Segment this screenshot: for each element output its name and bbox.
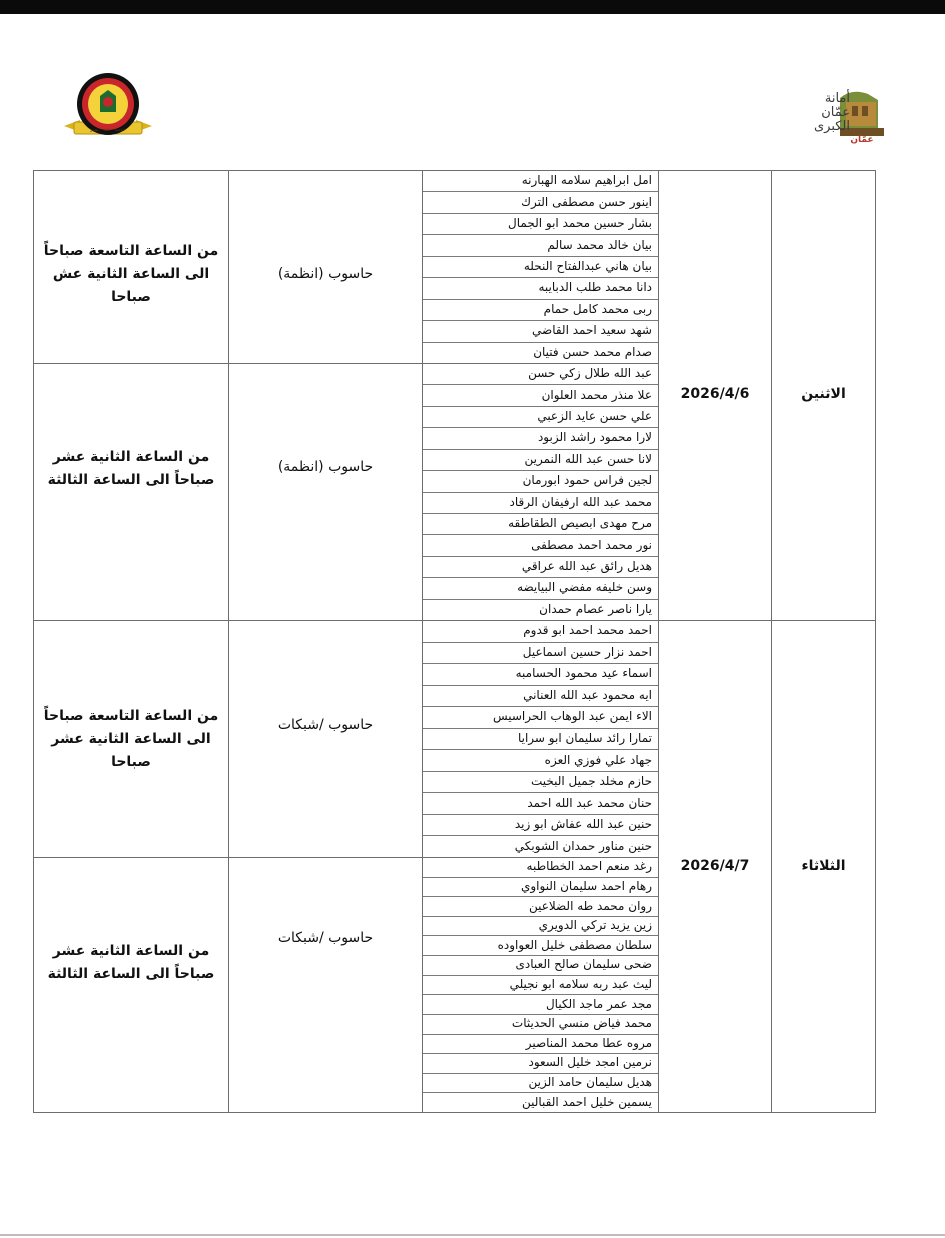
student-name: لانا حسن عبد الله النمرين — [524, 451, 652, 466]
student-name-row — [423, 577, 658, 598]
student-name-row — [423, 896, 658, 916]
student-name: صدام محمد حسن فتيان — [533, 344, 652, 359]
student-name-row — [423, 1053, 658, 1073]
day-monday: الاثنين — [801, 386, 846, 402]
row-divider — [423, 975, 658, 976]
student-name-row — [423, 256, 658, 277]
student-name: ضحى سليمان صالح العبادى — [515, 957, 652, 972]
student-name-row — [423, 384, 658, 405]
student-name: ليث عبد ربه سلامه ابو نجيلي — [509, 976, 652, 991]
student-name: شهد سعيد احمد القاضي — [532, 323, 652, 338]
row-divider — [423, 384, 658, 385]
row-divider — [423, 342, 658, 343]
row-divider — [423, 256, 658, 257]
student-name: عبد الله طلال زكي حسن — [528, 366, 652, 381]
student-name: روان محمد طه الضلاعين — [528, 898, 652, 913]
student-name: مروه عطا محمد المناصير — [525, 1035, 652, 1050]
time-line: صباحاً الى الساعة الثالثة — [47, 966, 215, 982]
row-divider — [423, 835, 658, 836]
student-name: حنين مناور حمدان الشوبكي — [514, 838, 652, 853]
student-name: رغد منعم احمد الخطاطبه — [526, 859, 652, 874]
major-cell: حاسوب /شبكات — [277, 930, 374, 946]
student-name: محمد فياض منسي الحديثات — [511, 1016, 652, 1031]
row-divider — [423, 916, 658, 917]
student-name-row — [423, 975, 658, 995]
student-name-row — [423, 406, 658, 427]
student-name-row — [423, 642, 658, 664]
student-name: وسن خليفه مفضي البيايضه — [517, 580, 652, 595]
student-name-row — [423, 320, 658, 341]
student-name: علا منذر محمد العلوان — [541, 387, 652, 402]
time-cell — [34, 940, 228, 986]
student-name: تمارا رائد سليمان ابو سرايا — [517, 730, 652, 745]
student-name-row — [423, 857, 658, 877]
time-line: الى الساعة الثانية عشر — [51, 731, 211, 747]
time-line: صباحا — [111, 754, 151, 770]
student-name-row — [423, 1034, 658, 1054]
major-cell: حاسوب /شبكات — [277, 717, 374, 733]
row-divider — [423, 191, 658, 192]
brand-line-2: عمّان — [821, 105, 850, 120]
student-name-row — [423, 170, 658, 191]
svg-text:خدمة · ثقة · تميز: خدمة · ثقة · تميز — [90, 127, 126, 133]
student-name-row — [423, 877, 658, 897]
student-name: بشار حسين محمد ابو الجمال — [508, 216, 652, 231]
student-name: ايه محمود عبد الله العناني — [523, 687, 652, 702]
row-divider — [423, 749, 658, 750]
student-name: لجين فراس حمود ابورمان — [522, 473, 652, 488]
student-name: دانا محمد طلب الدبايبه — [538, 280, 652, 295]
row-divider — [423, 1073, 658, 1074]
time-line: من الساعة التاسعة صباحاً — [43, 708, 219, 724]
row-divider — [423, 642, 658, 643]
student-name-row — [423, 234, 658, 255]
row-divider — [423, 955, 658, 956]
row-divider — [423, 406, 658, 407]
row-divider — [423, 1034, 658, 1035]
time-line: صباحاً الى الساعة الثالثة — [47, 472, 215, 488]
student-name-row — [423, 299, 658, 320]
row-divider — [423, 449, 658, 450]
student-name: امل ابراهيم سلامه الهبارنه — [521, 173, 652, 188]
student-name: هديل سليمان حامد الزين — [528, 1075, 652, 1090]
row-divider — [423, 556, 658, 557]
time-cell — [34, 240, 228, 309]
student-name-row — [423, 994, 658, 1014]
top-bar — [0, 0, 945, 14]
bottom-divider — [0, 1234, 945, 1236]
student-name: ربى محمد كامل حمام — [543, 301, 652, 316]
row-divider — [423, 814, 658, 815]
row-divider — [423, 771, 658, 772]
student-name: حنين عبد الله عفاش ابو زيد — [514, 817, 652, 832]
student-name: حنان محمد عبد الله احمد — [527, 795, 652, 810]
student-name: اسماء عيد محمود الحسامبه — [515, 666, 652, 681]
student-name-row — [423, 620, 658, 642]
row-divider — [423, 896, 658, 897]
student-name-row — [423, 663, 658, 685]
student-name: نرمين امجد خليل السعود — [528, 1055, 652, 1070]
student-name-row — [423, 749, 658, 771]
time-cell — [34, 705, 228, 774]
student-name: علي حسن عايد الزعبي — [537, 409, 652, 424]
row-divider — [423, 792, 658, 793]
time-line: من الساعة الثانية عشر — [52, 943, 210, 959]
student-name: مرح مهدى ابصيص الطقاطقه — [508, 516, 652, 531]
row-divider — [423, 577, 658, 578]
date-monday: 2026/4/6 — [680, 386, 750, 402]
student-name-row — [423, 556, 658, 577]
row-divider — [423, 663, 658, 664]
day-tuesday: الثلاثاء — [801, 858, 846, 874]
brand-line-3: الكبرى — [813, 119, 850, 134]
row-divider — [423, 994, 658, 995]
row-divider — [423, 1014, 658, 1015]
row-divider — [423, 492, 658, 493]
student-name: يارا ناصر عصام حمدان — [539, 601, 652, 616]
row-divider — [423, 534, 658, 535]
row-divider — [423, 320, 658, 321]
row-divider — [423, 685, 658, 686]
row-divider — [423, 728, 658, 729]
row-divider — [423, 706, 658, 707]
time-line: صباحا — [111, 289, 151, 305]
row-divider — [423, 513, 658, 514]
student-name: الاء ايمن عبد الوهاب الحراسيس — [492, 709, 652, 724]
student-name: نور محمد احمد مصطفى — [531, 537, 652, 552]
row-divider — [423, 234, 658, 235]
student-name-row — [423, 599, 658, 620]
student-name: حازم مخلد جميل البخيت — [530, 774, 652, 789]
student-name-row — [423, 213, 658, 234]
student-name-row — [423, 916, 658, 936]
row-divider — [423, 299, 658, 300]
student-name-row — [423, 427, 658, 448]
row-divider — [423, 877, 658, 878]
student-name-row — [423, 955, 658, 975]
student-name-row — [423, 191, 658, 212]
row-divider — [423, 277, 658, 278]
student-name-row — [423, 685, 658, 707]
student-name-row — [423, 363, 658, 384]
time-line: من الساعة التاسعة صباحاً — [43, 243, 219, 259]
student-name-row — [423, 492, 658, 513]
svg-text:عمّان: عمّان — [850, 135, 874, 144]
student-name-row — [423, 728, 658, 750]
student-name-row — [423, 1073, 658, 1093]
student-name: سلطان مصطفى خليل العواوده — [497, 937, 652, 952]
student-name: رهام احمد سليمان النواوي — [520, 878, 652, 893]
row-divider — [423, 935, 658, 936]
student-name: بيان هاني عبدالفتاح النحله — [523, 258, 652, 273]
date-tuesday: 2026/4/7 — [680, 858, 750, 874]
student-name-row — [423, 814, 658, 836]
student-name: زين يزيد تركي الدويري — [538, 918, 652, 933]
amman-brand-text — [792, 92, 850, 134]
row-divider — [423, 599, 658, 600]
student-name-row — [423, 1014, 658, 1034]
student-name-row — [423, 1092, 658, 1112]
time-cell — [34, 446, 228, 492]
student-name-row — [423, 277, 658, 298]
student-name-row — [423, 513, 658, 534]
student-name: بيان خالد محمد سالم — [547, 237, 652, 252]
student-name-row — [423, 935, 658, 955]
row-divider — [423, 213, 658, 214]
student-name-row — [423, 792, 658, 814]
time-line: من الساعة الثانية عشر — [52, 449, 210, 465]
student-name-row — [423, 534, 658, 555]
student-name: يسمين خليل احمد القبالين — [521, 1094, 652, 1109]
student-name: مجد عمر ماجد الكيال — [545, 996, 652, 1011]
row-divider — [423, 427, 658, 428]
time-line: الى الساعة الثانية عش — [52, 266, 210, 282]
student-name-row — [423, 342, 658, 363]
civil-service-emblem-logo — [62, 70, 154, 146]
brand-line-1: أمانة — [824, 91, 850, 106]
student-name: لارا محمود راشد الزبود — [537, 430, 652, 445]
student-name-row — [423, 470, 658, 491]
student-name-row — [423, 835, 658, 857]
student-name-row — [423, 706, 658, 728]
row-divider — [423, 470, 658, 471]
row-divider — [423, 1053, 658, 1054]
student-name: محمد عبد الله ارفيفان الرقاد — [509, 494, 652, 509]
major-cell: حاسوب (انظمة) — [277, 459, 374, 475]
student-name-row — [423, 449, 658, 470]
major-cell: حاسوب (انظمة) — [277, 266, 374, 282]
student-name: احمد محمد احمد ابو قدوم — [523, 623, 652, 638]
student-name: جهاد علي فوزي العزه — [544, 752, 652, 767]
row-divider — [423, 1092, 658, 1093]
student-name-row — [423, 771, 658, 793]
student-name: هديل رائق عبد الله عراقي — [521, 558, 652, 573]
student-name: احمد نزار حسين اسماعيل — [522, 644, 652, 659]
student-name: اينور حسن مصطفى الترك — [521, 194, 652, 209]
